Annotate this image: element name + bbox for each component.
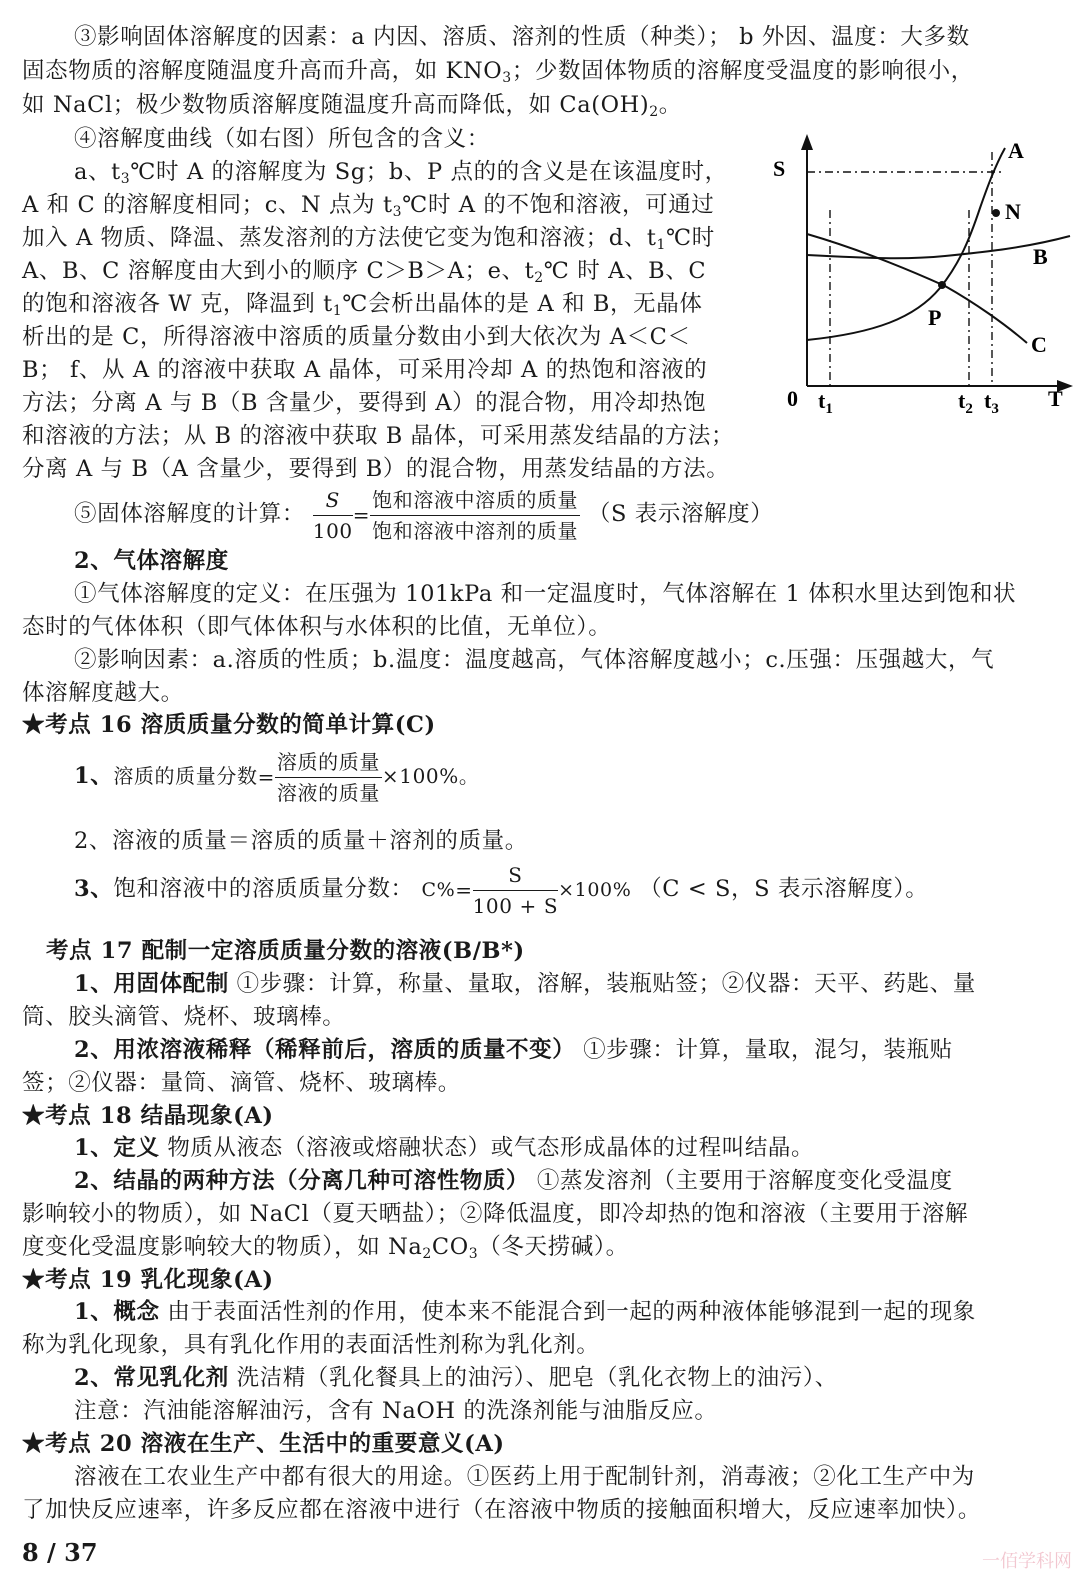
text-line: ③影响固体溶解度的因素：a 内因、溶质、溶剂的性质（种类）； b 外因、温度：大多数: [74, 24, 970, 50]
subscript: 3: [120, 171, 131, 187]
denominator: 100 + S: [472, 893, 559, 918]
text: （冬天捞碱）。: [478, 1234, 629, 1260]
item-number: 1、: [74, 763, 114, 789]
text-line: 溶液在工农业生产中都有很大的用途。①医药上用于配制针剂，消毒液；②化工生产中为: [74, 1464, 975, 1490]
subscript: 3: [468, 1246, 479, 1262]
text: a、t: [74, 159, 121, 185]
text: ×100%。: [381, 764, 480, 788]
text-line: [74, 1164, 953, 1198]
text-line: [74, 1131, 814, 1165]
text-line: [22, 221, 715, 255]
text: ℃时: [666, 225, 715, 251]
subscript: 2: [534, 270, 544, 286]
text: ；少数固体物质的溶解度受温度的影响很小，: [511, 58, 974, 84]
t1-sub: 1: [825, 401, 833, 417]
denominator: 饱和溶液中溶剂的质量: [372, 518, 579, 543]
subheading: 2、结晶的两种方法（分离几种可溶性物质）: [74, 1168, 530, 1194]
subheading: 1、定义: [74, 1135, 160, 1161]
equals-sign: =: [455, 878, 473, 902]
t3-sub: 3: [991, 401, 999, 417]
text-line: [74, 1033, 953, 1067]
text-line: 称为乳化现象，具有乳化作用的表面活性剂称为乳化剂。: [22, 1332, 600, 1358]
text: ℃时 A 的溶解度为 Sg；b、P 点的的含义是在该温度时，: [130, 159, 728, 185]
section-heading: ★考点 18 结晶现象(A): [22, 1103, 274, 1129]
fraction: [473, 860, 559, 921]
t2-text: t: [958, 388, 966, 413]
text: 洗洁精（乳化餐具上的油污）、肥皂（乳化衣物上的油污）、: [228, 1365, 838, 1391]
mass-fraction-formula: [74, 745, 479, 808]
subscript: 2: [649, 104, 659, 120]
saturated-fraction-formula: [74, 858, 928, 921]
text: （S 表示溶解度）: [587, 501, 774, 527]
subheading: 2、常见乳化剂: [74, 1365, 229, 1391]
text: ℃时 A 的不饱和溶液，可通过: [402, 192, 715, 218]
x-axis-label: T: [1048, 386, 1063, 411]
subscript: 2: [422, 1246, 432, 1262]
text: ℃会析出晶体的是 A 和 B，无晶体: [342, 291, 703, 317]
text-line: [74, 155, 728, 189]
section-heading: ★考点 20 溶液在生产、生活中的重要意义(A): [22, 1431, 505, 1457]
text: 物质从液态（溶液或熔融状态）或气态形成晶体的过程叫结晶。: [159, 1135, 815, 1161]
text: 饱和溶液中的溶质质量分数：: [113, 876, 414, 902]
solubility-curve-diagram: [765, 128, 1075, 420]
subscript: 3: [392, 204, 403, 220]
text: 度变化受温度影响较大的物质），如 Na: [22, 1234, 423, 1260]
section-heading: ★考点 16 溶质质量分数的简单计算(C): [22, 712, 436, 738]
section-heading: ★考点 19 乳化现象(A): [22, 1267, 274, 1293]
text-line: 影响较小的物质），如 NaCl（夏天晒盐）；②降低温度，即冷却热的饱和溶液（主要用于溶解: [22, 1201, 969, 1227]
text: A 和 C 的溶解度相同；c、N 点为 t: [22, 192, 393, 218]
subheading: 1、概念: [74, 1299, 160, 1325]
fraction-left: [313, 485, 353, 546]
curve-a-label: A: [1008, 138, 1024, 163]
text-line: B； f、从 A 的溶液中获取 A 晶体，可采用冷却 A 的热饱和溶液的: [22, 357, 708, 383]
solubility-formula: [74, 484, 773, 546]
y-axis-label: S: [773, 156, 786, 181]
text: ①步骤：计算，量取，混匀，装瓶贴: [575, 1037, 953, 1063]
text: ①步骤：计算，称量、量取，溶解，装瓶贴签；②仪器：天平、药匙、量: [228, 971, 976, 997]
subheading: 1、用固体配制: [74, 971, 229, 997]
text-line: [22, 88, 682, 122]
equals-sign: =: [352, 503, 371, 527]
fraction-right: [370, 485, 580, 546]
text-line: 2、溶液的质量＝溶质的质量＋溶剂的质量。: [74, 828, 528, 854]
text: 由于表面活性剂的作用，使本来不能混合到一起的两种液体能够混到一起的现象: [159, 1299, 976, 1325]
subscript: 1: [656, 237, 667, 253]
denominator: 溶液的质量: [276, 780, 380, 805]
text: ℃ 时 A、B、C: [543, 258, 707, 284]
text-line: 方法；分离 A 与 B（B 含量少，要得到 A）的混合物，用冷却热饱: [22, 390, 707, 416]
point-p-label: P: [928, 305, 942, 330]
text: 的饱和溶液各 W 克，降温到 t: [22, 291, 333, 317]
text: 固态物质的溶解度随温度升高而升高，如 KNO: [22, 58, 503, 84]
text-line: 筒、胶头滴管、烧杯、玻璃棒。: [22, 1004, 346, 1030]
equals-sign: =: [257, 765, 275, 789]
item-number: 3、: [74, 876, 114, 902]
section-title: ④溶解度曲线（如右图）所包含的含义：: [74, 126, 490, 152]
text-line: [22, 254, 706, 288]
text: ×100%: [558, 879, 632, 901]
t3-text: t: [984, 388, 992, 413]
t2-label: [958, 388, 973, 417]
text-line: 和溶液的方法；从 B 的溶液中获取 B 晶体，可采用蒸发结晶的方法；: [22, 423, 735, 449]
text: CO: [431, 1234, 469, 1260]
text-line: 体溶解度越大。: [22, 680, 184, 706]
text: （C < S，S 表示溶解度）。: [639, 876, 929, 902]
text: 溶质的质量分数: [113, 764, 258, 788]
curve-b-label: B: [1033, 244, 1048, 269]
text: ⑤固体溶解度的计算：: [74, 501, 306, 527]
numerator: S: [313, 485, 353, 516]
text-line: 注意：汽油能溶解油污，含有 NaOH 的洗涤剂能与油脂反应。: [74, 1398, 718, 1424]
subheading: 2、用浓溶液稀释（稀释前后，溶质的质量不变）: [74, 1037, 576, 1063]
subscript: 3: [502, 70, 512, 86]
text-line: 了加快反应速率，许多反应都在溶液中进行（在溶液中物质的接触面积增大，反应速率加快）。: [22, 1497, 981, 1523]
curve-c-label: C: [1031, 332, 1047, 357]
numerator: S: [473, 860, 559, 891]
text-line: [74, 967, 976, 1001]
text-line: [22, 54, 974, 88]
text: A、B、C 溶解度由大到小的顺序 C＞B＞A；e、t: [22, 258, 535, 284]
text-line: [22, 188, 714, 222]
subscript: 1: [332, 303, 343, 319]
point-p-marker: [938, 281, 946, 289]
watermark: 一佰学科网: [982, 1551, 1072, 1572]
origin-label: 0: [787, 386, 798, 411]
t1-label: [818, 388, 833, 417]
point-n-marker: [992, 209, 1000, 217]
text-line: ①气体溶解度的定义：在压强为 101kPa 和一定温度时，气体溶解在 1 体积水里达到饱和状: [74, 581, 1017, 607]
text: 。: [658, 92, 682, 118]
section-heading: 考点 17 配制一定溶质质量分数的溶液(B/B*): [46, 938, 525, 964]
numerator: 溶质的质量: [275, 747, 382, 778]
text-line: [74, 1361, 838, 1395]
section-title: 2、气体溶解度: [74, 548, 229, 574]
text-line: 签；②仪器：量筒、滴管、烧杯、玻璃棒。: [22, 1070, 461, 1096]
text: C%: [421, 879, 456, 901]
t2-sub: 2: [965, 401, 973, 417]
text-line: 析出的是 C，所得溶液中溶质的质量分数由小到大依次为 A＜C＜: [22, 324, 691, 350]
fraction: [275, 747, 382, 808]
text: ①蒸发溶剂（主要用于溶解度变化受温度: [529, 1168, 953, 1194]
t1-text: t: [818, 388, 826, 413]
text-line: 态时的气体体积（即气体体积与水体积的比值，无单位）。: [22, 614, 612, 640]
text-line: [74, 1295, 976, 1329]
t3-label: [984, 388, 999, 417]
text-line: [22, 1230, 629, 1264]
numerator: 饱和溶液中溶质的质量: [370, 485, 580, 516]
denominator: 100: [312, 518, 353, 543]
text-line: ②影响因素：a.溶质的性质；b.温度：温度越高，气体溶解度越小；c.压强：压强越大，气: [74, 647, 995, 673]
text: 加入 A 物质、降温、蒸发溶剂的方法使它变为饱和溶液；d、t: [22, 225, 657, 251]
page-number: 8 / 37: [22, 1538, 98, 1567]
text-line: [22, 287, 702, 321]
text-line: 分离 A 与 B（A 含量少，要得到 B）的混合物，用蒸发结晶的方法。: [22, 456, 730, 482]
y-axis-arrow: [801, 134, 813, 150]
text: 如 NaCl；极少数物质溶解度随温度升高而降低，如 Ca(OH): [22, 92, 650, 118]
point-n-label: N: [1005, 199, 1021, 224]
